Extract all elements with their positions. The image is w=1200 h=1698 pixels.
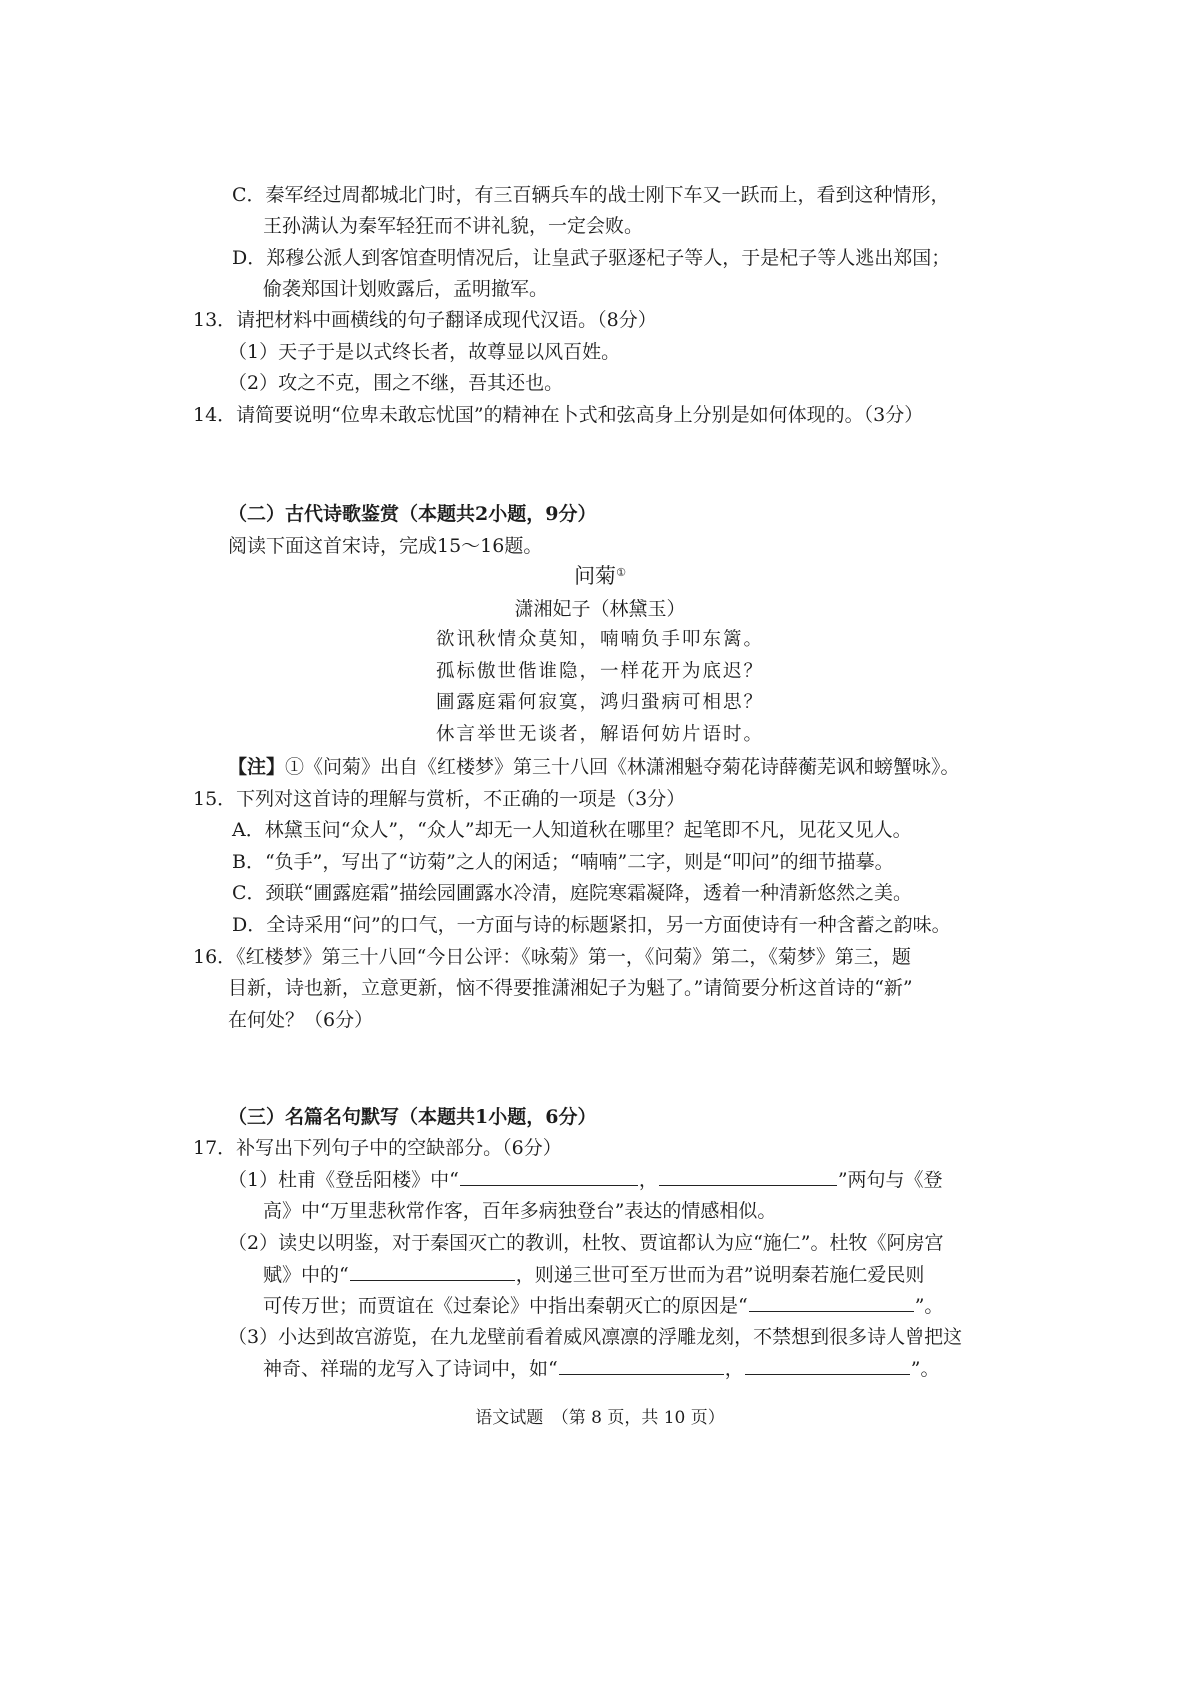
q16-line-3: 在何处？（6分） xyxy=(228,1009,374,1031)
q17-part-1-line-2: 高》中“万里悲秋常作客，百年多病独登台”表达的情感相似。 xyxy=(263,1200,777,1222)
poem-line-4: 休言举世无谈者，解语何妨片语时。 xyxy=(435,724,764,745)
q16-line-2: 目新，诗也新，立意更新，恼不得要推潇湘妃子为魁了。”请简要分析这首诗的“新” xyxy=(228,977,913,999)
q16-line-1: 16．《红楼梦》第三十八回“今日公评：《咏菊》第一，《问菊》第二，《菊梦》第三，题 xyxy=(193,946,911,968)
q17-p1-sep: ， xyxy=(638,1169,658,1191)
q17-p1-text-a: （1）杜甫《登岳阳楼》中“ xyxy=(228,1169,459,1191)
fill-blank-1[interactable] xyxy=(460,1167,638,1186)
q12-option-d-line2: 偷袭郑国计划败露后，孟明撤军。 xyxy=(263,278,549,300)
q13-sentence-1: （1）天子于是以式终长者，故尊显以风百姓。 xyxy=(228,341,621,363)
q15-option-b: B．“负手”，写出了“访菊”之人的闲适；“喃喃”二字，则是“叩问”的细节描摹。 xyxy=(232,851,894,873)
q17-p3-text-b: 神奇、祥瑞的龙写入了诗词中，如“ xyxy=(263,1358,558,1380)
note-text: ①《问菊》出自《红楼梦》第三十八回《林潇湘魁夺菊花诗薛蘅芜讽和螃蟹咏》。 xyxy=(285,756,960,778)
q17-stem: 17．补写出下列句子中的空缺部分。（6分） xyxy=(193,1137,562,1159)
q17-p2-text-b: 赋》中的“ xyxy=(263,1264,349,1286)
fill-blank-2[interactable] xyxy=(659,1167,837,1186)
q17-p2-text-e: ”。 xyxy=(914,1295,944,1317)
poem-title xyxy=(0,564,1200,588)
poem-note xyxy=(228,755,960,779)
section-3-heading: （三）名篇名句默写（本题共1小题，6分） xyxy=(228,1106,597,1128)
q17-part-2-line-3 xyxy=(263,1293,943,1318)
q17-p1-text-b: ”两句与《登 xyxy=(837,1169,943,1191)
poem-author: 潇湘妃子（林黛玉） xyxy=(514,598,686,620)
note-label: 【注】 xyxy=(228,756,286,778)
q17-p3-sep: ， xyxy=(724,1358,744,1380)
q12-option-c-line1: C．秦军经过周都城北门时，有三百辆兵车的战士刚下车又一跃而上，看到这种情形， xyxy=(232,184,950,206)
q17-part-2-line-2 xyxy=(263,1262,924,1287)
q17-part-3-line-1: （3）小达到故宫游览，在九龙壁前看着威风凛凛的浮雕龙刻，不禁想到很多诗人曾把这 xyxy=(228,1326,963,1348)
q17-p2-text-d: 可传万世；而贾谊在《过秦论》中指出秦朝灭亡的原因是“ xyxy=(263,1295,748,1317)
q13-stem: 13．请把材料中画横线的句子翻译成现代汉语。（8分） xyxy=(193,309,657,331)
q12-option-c-line2: 王孙满认为秦军轻狂而不讲礼貌，一定会败。 xyxy=(263,215,644,237)
q12-option-d-line1: D．郑穆公派人到客馆查明情况后，让皇武子驱逐杞子等人，于是杞子等人逃出郑国； xyxy=(232,247,951,269)
q15-option-a: A．林黛玉问“众人”，“众人”却无一人知道秋在哪里？起笔即不凡，见花又见人。 xyxy=(232,819,912,841)
q17-p3-text-c: ”。 xyxy=(910,1358,940,1380)
page-footer: 语文试题 （第 8 页，共 10 页） xyxy=(475,1408,725,1428)
section-2-heading: （二）古代诗歌鉴赏（本题共2小题，9分） xyxy=(228,503,597,525)
q17-part-1-line-1 xyxy=(228,1167,943,1192)
poem-title-text: 问菊 xyxy=(574,564,617,588)
poem-line-1: 欲讯秋情众莫知，喃喃负手叩东篱。 xyxy=(435,629,764,650)
q15-option-c: C．颈联“圃露庭霜”描绘园圃露水冷清，庭院寒霜凝降，透着一种清新悠然之美。 xyxy=(232,882,912,904)
poem-line-2: 孤标傲世偕谁隐，一样花开为底迟？ xyxy=(435,661,764,682)
q17-p2-text-c: ，则递三世可至万世而为君”说明秦若施仁爱民则 xyxy=(515,1264,925,1286)
q17-part-3-line-2 xyxy=(263,1356,939,1381)
fill-blank-3[interactable] xyxy=(350,1262,515,1281)
fill-blank-5[interactable] xyxy=(559,1356,724,1375)
q17-part-2-line-1: （2）读史以明鉴，对于秦国灭亡的教训，杜牧、贾谊都认为应“施仁”。杜牧《阿房宫 xyxy=(228,1232,944,1254)
footnote-mark: ① xyxy=(616,566,626,579)
q13-sentence-2: （2）攻之不克，围之不继，吾其还也。 xyxy=(228,372,564,394)
q15-option-d: D．全诗采用“问”的口气，一方面与诗的标题紧扣，另一方面使诗有一种含蓄之韵味。 xyxy=(232,914,951,936)
q14-stem: 14．请简要说明“位卑未敢忘忧国”的精神在卜式和弦高身上分别是如何体现的。（3分） xyxy=(193,404,924,426)
q15-stem: 15．下列对这首诗的理解与赏析，不正确的一项是（3分） xyxy=(193,788,686,810)
poem-line-3: 圃露庭霜何寂寞，鸿归蛩病可相思？ xyxy=(435,692,764,713)
section-2-intro: 阅读下面这首宋诗，完成15～16题。 xyxy=(228,535,543,557)
fill-blank-6[interactable] xyxy=(745,1356,910,1375)
fill-blank-4[interactable] xyxy=(749,1293,914,1312)
